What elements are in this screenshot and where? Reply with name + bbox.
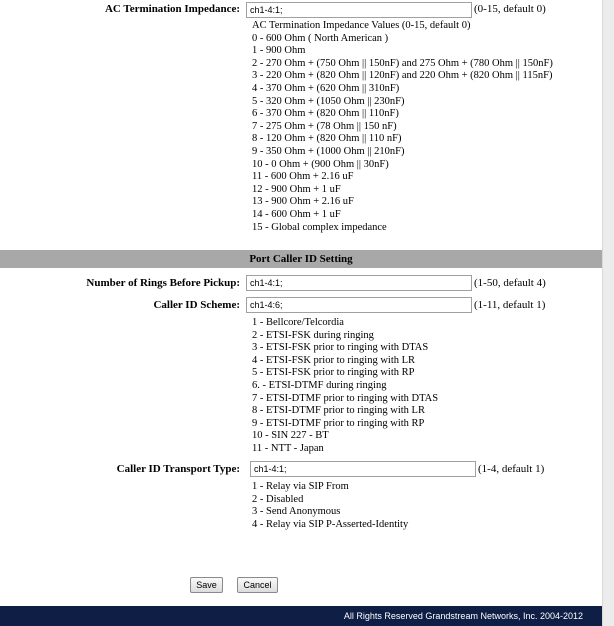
ac-termination-label: AC Termination Impedance: [104,3,240,15]
list-item: 0 - 600 Ohm ( North American ) [252,32,389,44]
rings-input[interactable]: ch1-4:1; [246,275,472,291]
vertical-scrollbar[interactable] [602,0,614,626]
list-item: 9 - 350 Ohm + (1000 Ohm || 210nF) [252,145,405,157]
caller-id-transport-hint: (1-4, default 1) [478,463,545,475]
list-item: 1 - 900 Ohm [252,45,306,57]
list-item: 3 - 220 Ohm + (820 Ohm || 120nF) and 220 Ohm + (820 Ohm || 115nF) [252,70,553,82]
list-item: 13 - 900 Ohm + 2.16 uF [252,196,354,208]
list-item: 14 - 600 Ohm + 1 uF [252,208,341,220]
list-item: 10 - SIN 227 - BT [252,430,329,442]
list-item: 1 - Bellcore/Telcordia [252,317,344,328]
cancel-button[interactable]: Cancel [237,577,278,593]
list-item: 6 - 370 Ohm + (820 Ohm || 110nF) [252,108,399,120]
caller-id-scheme-options [252,317,438,456]
list-item: 15 - Global complex impedance [252,221,387,233]
list-item: 3 - Send Anonymous [252,506,341,518]
section-header-caller-id: Port Caller ID Setting [0,250,602,268]
list-item: 7 - ETSI-DTMF prior to ringing with DTAS [252,392,439,404]
list-item: 6. - ETSI-DTMF during ringing [252,379,387,391]
caller-id-transport-options [252,481,408,531]
list-item: 4 - ETSI-FSK prior to ringing with LR [252,354,416,366]
footer [0,606,602,626]
list-item: 1 - Relay via SIP From [252,481,349,492]
caller-id-transport-input[interactable]: ch1-4:1; [250,461,476,477]
list-item: 11 - 600 Ohm + 2.16 uF [252,171,354,183]
list-item: 10 - 0 Ohm + (900 Ohm || 30nF) [252,158,389,170]
list-item: 4 - 370 Ohm + (620 Ohm || 310nF) [252,82,400,94]
list-item: 8 - ETSI-DTMF prior to ringing with LR [252,405,425,417]
list-item: 4 - Relay via SIP P-Asserted-Identity [252,518,409,530]
ac-termination-hint: (0-15, default 0) [474,3,546,15]
list-item: 11 - NTT - Japan [252,442,324,454]
list-item: 2 - 270 Ohm + (750 Ohm || 150nF) and 275 Ohm + (780 Ohm || 150nF) [252,57,553,69]
list-item: 5 - 320 Ohm + (1050 Ohm || 230nF) [252,95,405,107]
caller-id-scheme-label: Caller ID Scheme: [153,299,240,311]
ac-termination-options [252,20,553,234]
rings-hint: (1-50, default 4) [474,277,546,289]
caller-id-scheme-input[interactable]: ch1-4:6; [246,297,472,313]
caller-id-transport-label: Caller ID Transport Type: [116,463,240,475]
list-item: 3 - ETSI-FSK prior to ringing with DTAS [252,342,429,354]
list-item: 12 - 900 Ohm + 1 uF [252,183,341,195]
list-item: 5 - ETSI-FSK prior to ringing with RP [252,367,415,379]
list-item: 9 - ETSI-DTMF prior to ringing with RP [252,417,425,429]
list-item: 8 - 120 Ohm + (820 Ohm || 110 nF) [252,133,402,145]
ac-termination-input[interactable]: ch1-4:1; [246,2,472,18]
save-button[interactable]: Save [190,577,223,593]
ac-termination-options-title: AC Termination Impedance Values (0-15, default 0) [252,20,471,31]
rings-label: Number of Rings Before Pickup: [86,277,240,289]
caller-id-scheme-hint: (1-11, default 1) [474,299,546,311]
list-item: 2 - Disabled [252,493,304,505]
list-item: 2 - ETSI-FSK during ringing [252,329,374,341]
footer-copyright: All Rights Reserved Grandstream Networks, Inc. 2004-2012 [343,611,583,621]
list-item: 7 - 275 Ohm + (78 Ohm || 150 nF) [252,120,397,132]
